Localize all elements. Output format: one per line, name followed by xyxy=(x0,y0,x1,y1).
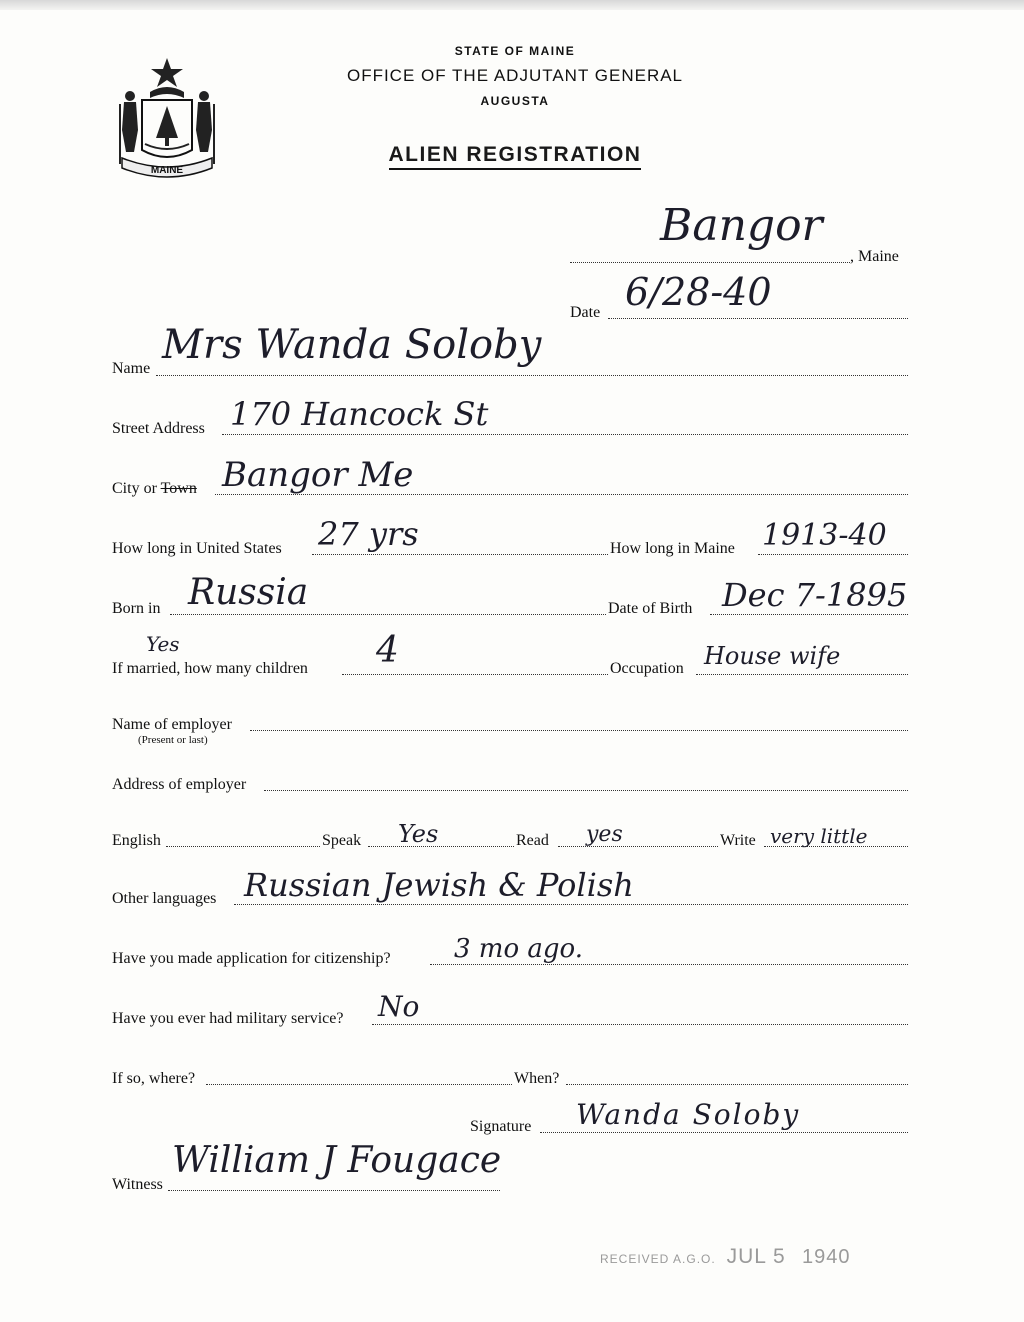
speak-value: Yes xyxy=(398,820,439,848)
occupation-label: Occupation xyxy=(610,660,684,677)
maine-state-seal xyxy=(112,52,222,182)
us-value: 27 yrs xyxy=(318,515,419,553)
scan-edge xyxy=(0,0,1024,10)
city-heading: AUGUSTA xyxy=(480,94,550,108)
street-value: 170 Hancock St xyxy=(230,395,489,433)
married-label: If married, how many children xyxy=(112,660,308,677)
languages-label: Other languages xyxy=(112,890,217,907)
maine-label: How long in Maine xyxy=(610,540,735,557)
when-label: When? xyxy=(514,1070,560,1087)
signature-value: Wanda Soloby xyxy=(576,1098,801,1131)
speak-line xyxy=(368,846,514,847)
date-line xyxy=(608,318,908,319)
date-value: 6/28-40 xyxy=(625,270,772,314)
employer-sublabel: (Present or last) xyxy=(138,734,208,746)
place-line xyxy=(570,262,850,263)
state-heading: STATE OF MAINE xyxy=(454,44,576,58)
us-label: How long in United States xyxy=(112,540,282,557)
born-label: Born in xyxy=(112,600,161,617)
stamp-received: RECEIVED A.G.O. xyxy=(600,1252,716,1266)
maine-value: 1913-40 xyxy=(762,518,887,553)
speak-label: Speak xyxy=(322,832,362,849)
street-line xyxy=(222,434,908,435)
occupation-line xyxy=(696,674,908,675)
city-value: Bangor Me xyxy=(222,455,414,495)
witness-line xyxy=(168,1190,500,1191)
married-note: Yes xyxy=(146,632,180,656)
date-label: Date xyxy=(570,304,601,321)
dob-label: Date of Birth xyxy=(608,600,693,617)
city-label-text: City or xyxy=(112,480,157,497)
married-line xyxy=(342,674,608,675)
us-line xyxy=(312,554,608,555)
citizenship-value: 3 mo ago. xyxy=(454,934,583,964)
stamp-date: JUL 5 xyxy=(726,1245,786,1268)
read-line xyxy=(558,846,718,847)
witness-label: Witness xyxy=(112,1176,163,1193)
form-title xyxy=(340,143,690,167)
when-line xyxy=(566,1084,908,1085)
place-value: Bangor xyxy=(660,200,823,251)
english-line xyxy=(166,846,320,847)
employer-label: Name of employer xyxy=(112,716,232,733)
military-value: No xyxy=(378,990,420,1023)
form-title-text: ALIEN REGISTRATION xyxy=(389,143,642,170)
signature-line xyxy=(540,1132,908,1133)
place-suffix: , Maine xyxy=(850,248,899,265)
read-value: yes xyxy=(586,822,623,847)
dob-line xyxy=(710,614,908,615)
where-line xyxy=(206,1084,512,1085)
married-value: 4 xyxy=(376,630,399,671)
name-label: Name xyxy=(112,360,151,377)
signature-label: Signature xyxy=(470,1118,532,1135)
military-label: Have you ever had military service? xyxy=(112,1010,344,1027)
stamp-year: 1940 xyxy=(802,1246,851,1268)
city-label xyxy=(112,480,197,498)
employer-addr-line xyxy=(264,790,908,791)
employer-line xyxy=(250,730,908,731)
citizenship-line xyxy=(430,964,908,965)
employer-addr-label: Address of employer xyxy=(112,776,247,793)
occupation-value: House wife xyxy=(704,642,841,670)
languages-value: Russian Jewish & Polish xyxy=(244,866,634,904)
write-label: Write xyxy=(720,832,756,849)
born-value: Russia xyxy=(188,572,309,613)
read-label: Read xyxy=(516,832,549,849)
office-heading: OFFICE OF THE ADJUTANT GENERAL xyxy=(346,66,684,85)
street-label: Street Address xyxy=(112,420,205,437)
received-stamp xyxy=(600,1245,851,1269)
name-value: Mrs Wanda Soloby xyxy=(162,322,542,368)
witness-value: William J Fougace xyxy=(172,1140,502,1181)
maine-line xyxy=(758,554,908,555)
write-value: very little xyxy=(770,824,868,848)
english-label: English xyxy=(112,832,161,849)
name-line xyxy=(156,375,908,376)
born-line xyxy=(170,614,606,615)
military-line xyxy=(372,1024,908,1025)
seal-text: MAINE xyxy=(150,165,184,176)
dob-value: Dec 7-1895 xyxy=(722,576,908,614)
citizenship-label: Have you made application for citizenship? xyxy=(112,950,391,967)
languages-line xyxy=(234,904,908,905)
city-label-struck: Town xyxy=(160,480,197,497)
where-label: If so, where? xyxy=(112,1070,196,1087)
